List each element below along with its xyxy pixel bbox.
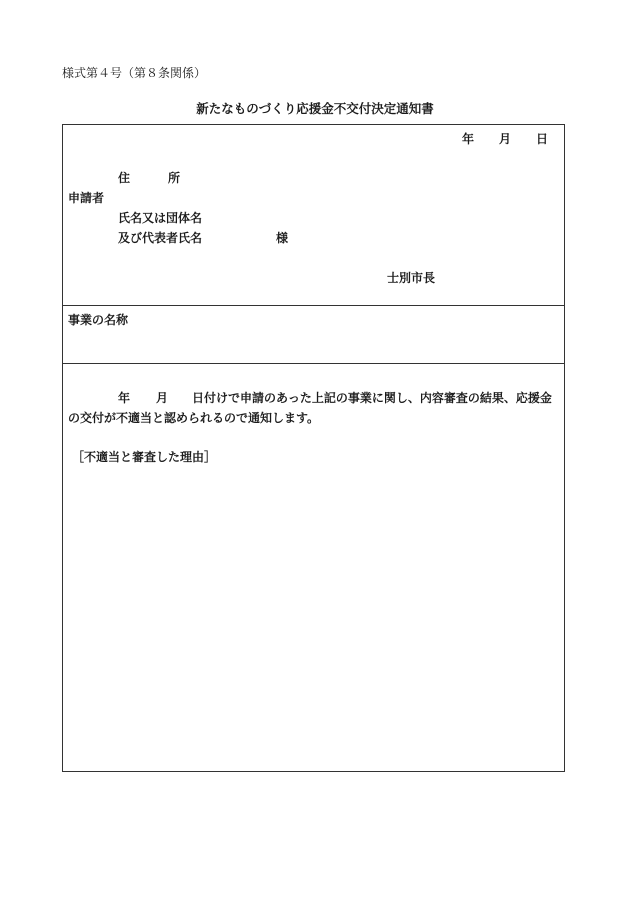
body-line-1: 日付けで申請のあった上記の事業に関し、内容審査の結果、応援金 — [192, 391, 552, 405]
date-day-label: 日 — [536, 132, 549, 146]
document-title: 新たなものづくり応援金不交付決定通知書 — [196, 101, 434, 116]
form-number: 様式第４号（第８条関係） — [62, 66, 207, 80]
address-label-1: 住 — [118, 171, 131, 185]
issuer: 士別市長 — [387, 271, 436, 285]
representative-label: 及び代表者氏名 — [118, 231, 203, 245]
honorific: 様 — [276, 231, 289, 245]
divider-1 — [63, 305, 564, 306]
body-year: 年 — [118, 391, 131, 405]
name-label: 氏名又は団体名 — [118, 211, 203, 225]
applicant-label: 申請者 — [68, 191, 105, 205]
form-frame — [62, 124, 565, 772]
address-label-2: 所 — [168, 171, 181, 185]
body-line-2: の交付が不適当と認められるので通知します。 — [68, 411, 320, 425]
date-year-label: 年 — [462, 132, 475, 146]
divider-2 — [63, 363, 564, 364]
date-month-label: 月 — [499, 132, 512, 146]
project-name-label: 事業の名称 — [68, 313, 129, 327]
reason-label: ［不適当と審査した理由］ — [72, 450, 217, 464]
body-month: 月 — [156, 391, 169, 405]
